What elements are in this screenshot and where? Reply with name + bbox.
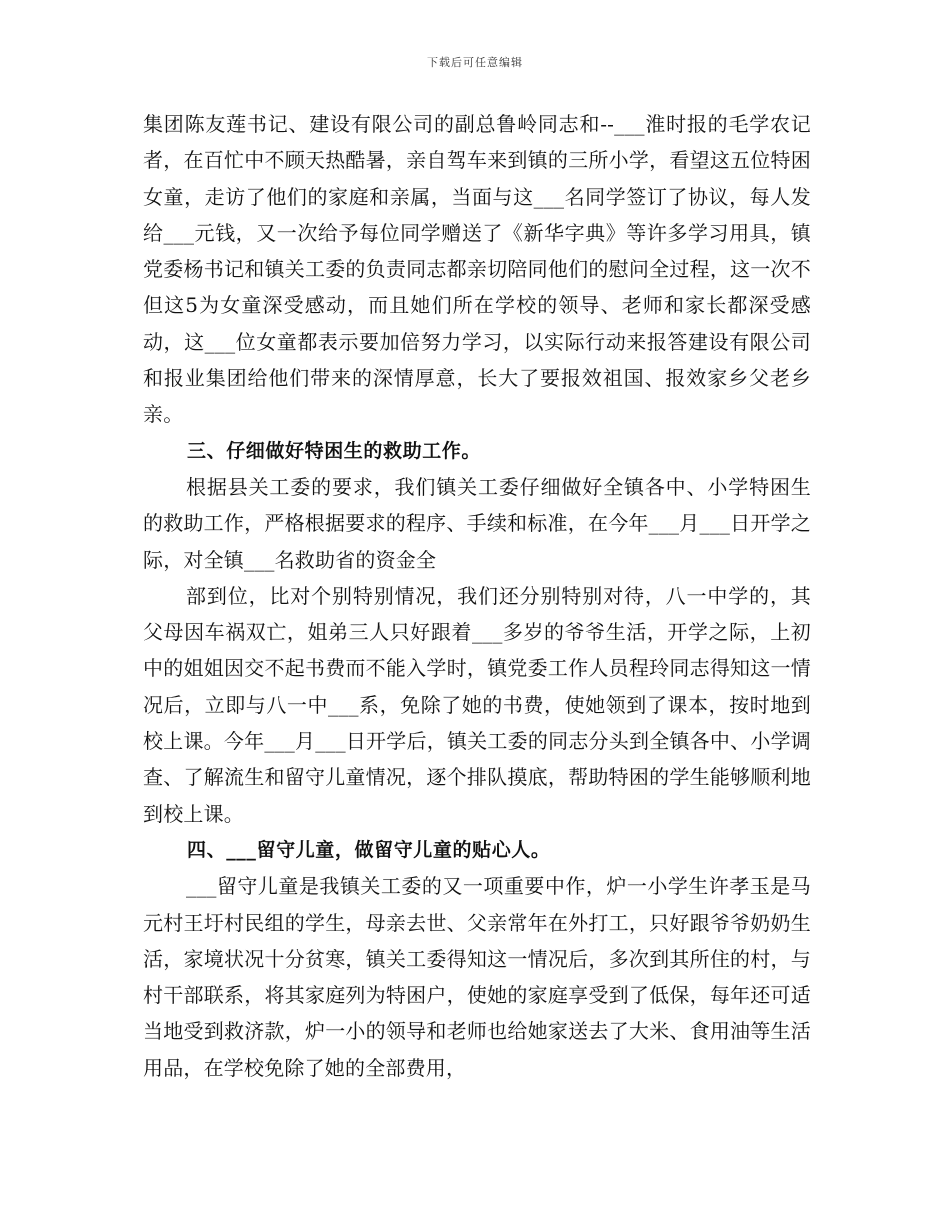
paragraph: 部到位，比对个别特别情况，我们还分别特别对待，八一中学的，其父母因车祸双亡，姐弟三人只好跟着___多岁的爷爷生活，开学之际，上初中的姐姐因交不起书费而不能入学时，镇党委工作人员程玲同志得知这一情况后，立即与八一中___系，免除了她的书费，使她领到了课本，按时地到校上课。今年___月___日开学后，镇关工委的同志分头到全镇各中、小学调查、了解流生和留守儿童情况，逐个排队摸底，帮助特困的学生能够顺利地到校上课。 — [143, 583, 811, 826]
header-note: 下载后可任意编辑 — [427, 56, 523, 69]
section-heading: 四、___留守儿童，做留守儿童的贴心人。 — [187, 838, 551, 861]
paragraph: 根据县关工委的要求，我们镇关工委仔细做好全镇各中、小学特困生的救助工作，严格根据要求的程序、手续和标准，在今年___月___日开学之际，对全镇___名救助省的资金全 — [143, 474, 811, 572]
section-heading: 三、仔细做好特困生的救助工作。 — [187, 439, 482, 462]
paragraph: 集团陈友莲书记、建设有限公司的副总鲁岭同志和--___淮时报的毛学农记者，在百忙中不顾天热酷暑，亲自驾车来到镇的三所小学，看望这五位特困女童，走访了他们的家庭和亲属，当面与这___名同学签订了协议，每人发给___元钱，又一次给予每位同学赠送了《新华字典》等许多学习用具，镇党委杨书记和镇关工委的负责同志都亲切陪同他们的慰问全过程，这一次不但这5为女童深受感动，而且她们所在学校的领导、老师和家长都深受感动，这___位女童都表示要加倍努力学习，以实际行动来报答建设有限公司和报业集团给他们带来的深情厚意，长大了要报效祖国、报效家乡父老乡亲。 — [143, 112, 811, 427]
document-body — [143, 106, 811, 1086]
paragraph: ___留守儿童是我镇关工委的又一项重要中作，炉一小学生许孝玉是马元村王圩村民组的学生，母亲去世、父亲常年在外打工，只好跟爷爷奶奶生活，家境状况十分贫寒，镇关工委得知这一情况后，多次到其所住的村，与村干部联系，将其家庭列为特困户，使她的家庭享受到了低保，每年还可适当地受到救济款，炉一小的领导和老师也给她家送去了大米、食用油等生活用品，在学校免除了她的全部费用， — [143, 874, 811, 1080]
